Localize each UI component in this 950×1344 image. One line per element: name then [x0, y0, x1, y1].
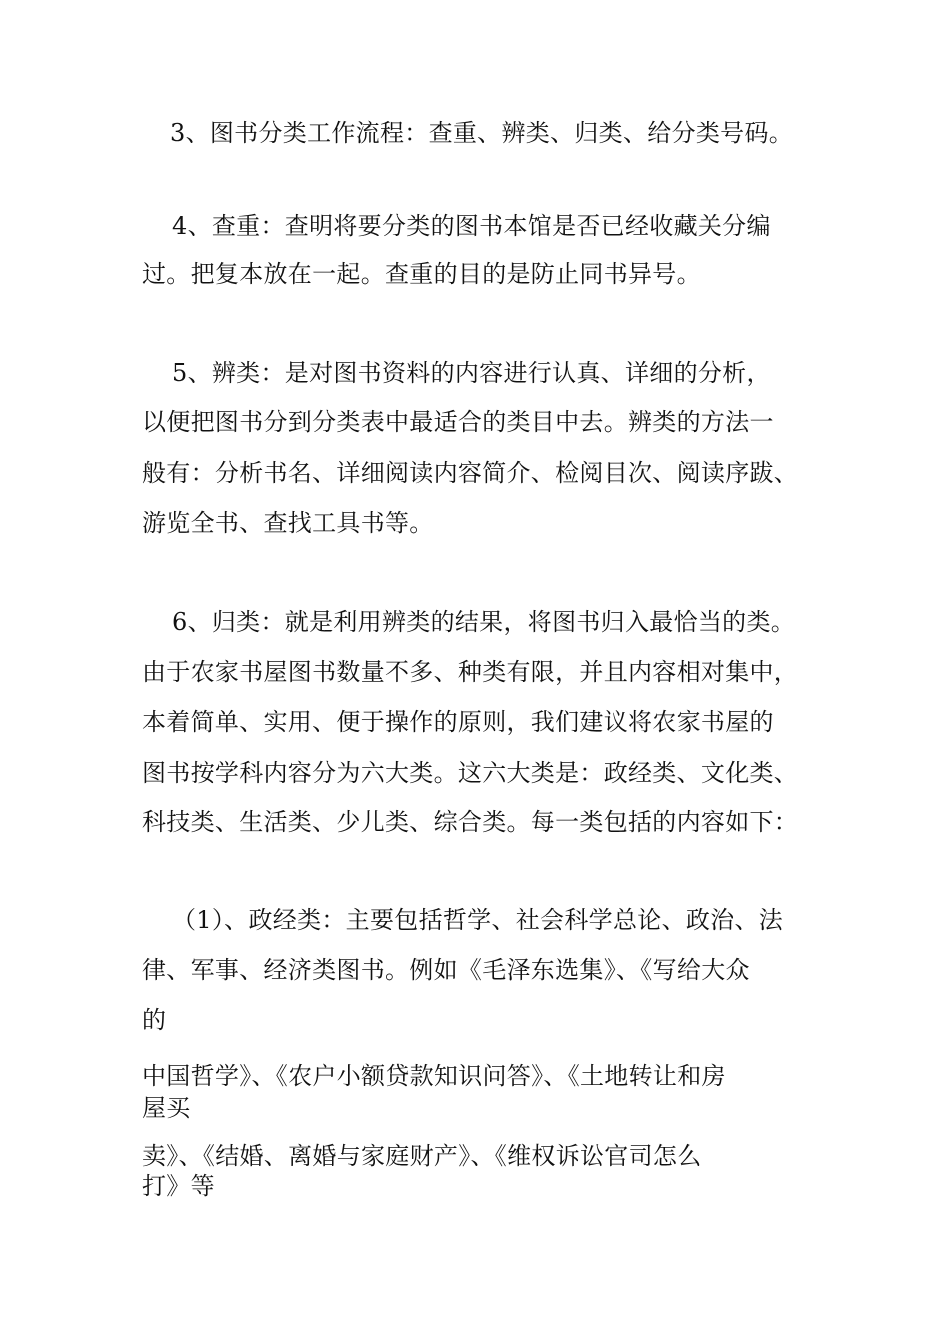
paragraph-7-line-6: 卖》、《结婚、离婚与家庭财产》、《维权诉讼官司怎么 [142, 1142, 702, 1170]
paragraph-5-line-1: 5、辨类：是对图书资料的内容进行认真、详细的分析， [172, 359, 771, 387]
paragraph-6-line-2: 由于农家书屋图书数量不多、种类有限，并且内容相对集中， [142, 658, 799, 686]
paragraph-6-line-3: 本着简单、实用、便于操作的原则，我们建议将农家书屋的 [142, 708, 774, 736]
paragraph-7-line-1: （1）、政经类：主要包括哲学、社会科学总论、政治、法 [172, 906, 784, 934]
paragraph-7-line-3: 的 [142, 1006, 167, 1034]
paragraph-5-line-3: 般有：分析书名、详细阅读内容简介、检阅目次、阅读序跋、 [142, 459, 799, 487]
paragraph-7-line-5: 屋买 [142, 1094, 191, 1122]
paragraph-5-line-2: 以便把图书分到分类表中最适合的类目中去。辨类的方法一 [142, 408, 774, 436]
paragraph-6-line-4: 图书按学科内容分为六大类。这六大类是：政经类、文化类、 [142, 759, 799, 787]
paragraph-6-line-5: 科技类、生活类、少儿类、综合类。每一类包括的内容如下： [142, 808, 799, 836]
paragraph-7-line-7: 打》等 [142, 1172, 215, 1200]
paragraph-4-line-1: 4、查重：查明将要分类的图书本馆是否已经收藏关分编 [172, 212, 771, 240]
paragraph-5-line-4: 游览全书、查找工具书等。 [142, 509, 434, 537]
paragraph-6-line-1: 6、归类：就是利用辨类的结果，将图书归入最恰当的类。 [172, 608, 796, 636]
paragraph-7-line-4: 中国哲学》、《农户小额贷款知识问答》、《土地转让和房 [142, 1062, 726, 1090]
paragraph-7-line-2: 律、军事、经济类图书。例如《毛泽东选集》、《写给大众 [142, 956, 750, 984]
paragraph-3-line-1: 3、图书分类工作流程：查重、辨类、归类、给分类号码。 [170, 119, 794, 147]
paragraph-4-line-2: 过。把复本放在一起。查重的目的是防止同书异号。 [142, 260, 701, 288]
